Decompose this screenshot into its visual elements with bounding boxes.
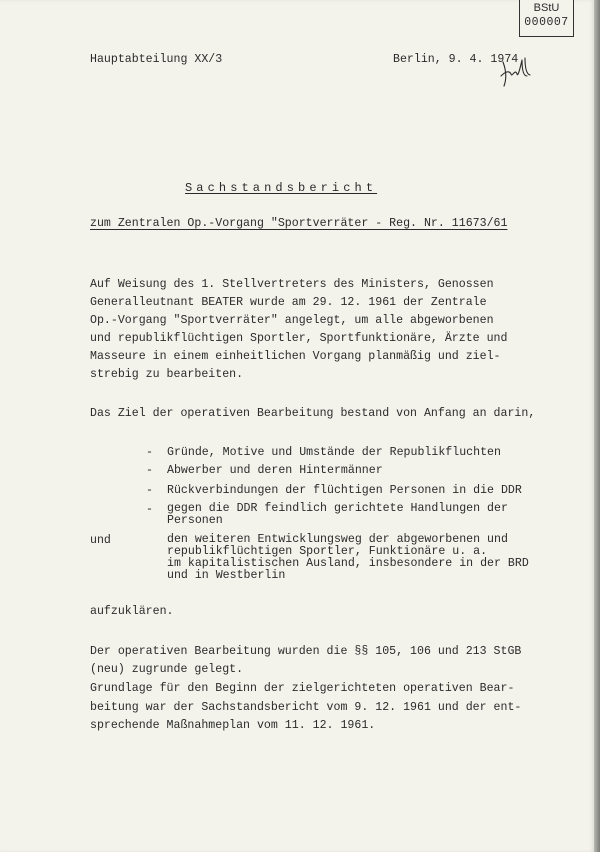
und-label: und <box>90 534 111 547</box>
goal-sentence: Das Ziel der operativen Bearbeitung bestand von Anfang an darin, <box>90 407 536 420</box>
bullet-dash: - <box>146 503 153 516</box>
und-line: und in Westberlin <box>167 569 286 582</box>
intro-line: Masseure in einem einheitlichen Vorgang planmäßig und ziel- <box>90 350 501 363</box>
bullet-item: gegen die DDR feindlich gerichtete Handlungen der <box>167 502 508 515</box>
closing-line: Grundlage für den Beginn der zielgerichteten operativen Bear- <box>90 682 515 695</box>
und-line: im kapitalistischen Ausland, insbesondere in der BRD <box>167 557 529 570</box>
closing-line: beitung war der Sachstandsbericht vom 9. 12. 1961 und der ent- <box>90 701 522 714</box>
place-date: Berlin, 9. 4. 1974 <box>393 53 519 66</box>
bullet-dash: - <box>146 484 153 497</box>
bullet-item: Rückverbindungen der flüchtigen Personen in die DDR <box>167 484 522 497</box>
bullet-dash: - <box>146 464 153 477</box>
stamp-number: 000007 <box>524 16 569 29</box>
aufklaeren-line: aufzuklären. <box>90 605 174 618</box>
closing-line: Der operativen Bearbeitung wurden die §§ 105, 106 und 213 StGB <box>90 645 522 658</box>
intro-line: Op.-Vorgang "Sportverräter" angelegt, um alle abgeworbenen <box>90 314 494 327</box>
intro-line: und republikflüchtigen Sportler, Sportfunktionäre, Ärzte und <box>90 332 508 345</box>
stamp-agency: BStU <box>533 2 560 14</box>
intro-line: strebig zu bearbeiten. <box>90 368 244 381</box>
intro-line: Generalleutnant BEATER wurde am 29. 12. 1961 der Zentrale <box>90 296 487 309</box>
paper-edge-shadow <box>594 0 600 852</box>
closing-line: (neu) zugrunde gelegt. <box>90 663 244 676</box>
bullet-item: Abwerber und deren Hintermänner <box>167 464 383 477</box>
bullet-dash: - <box>146 446 153 459</box>
closing-line: sprechende Maßnahmeplan vom 11. 12. 1961. <box>90 719 376 732</box>
department-label: Hauptabteilung XX/3 <box>90 53 223 66</box>
handwritten-initials-icon <box>497 56 531 88</box>
und-line: den weiteren Entwicklungsweg der abgeworbenen und <box>167 533 508 546</box>
und-line: republikflüchtigen Sportler, Funktionäre u. a. <box>167 545 488 558</box>
bullet-item-continued: Personen <box>167 514 223 527</box>
archive-stamp <box>519 0 574 37</box>
intro-line: Auf Weisung des 1. Stellvertreters des Ministers, Genossen <box>90 278 494 291</box>
bullet-item: Gründe, Motive und Umstände der Republikfluchten <box>167 446 501 459</box>
document-title: Sachstandsbericht <box>185 181 378 195</box>
document-subtitle: zum Zentralen Op.-Vorgang "Sportverräter - Reg. Nr. 11673/61 <box>90 217 508 230</box>
